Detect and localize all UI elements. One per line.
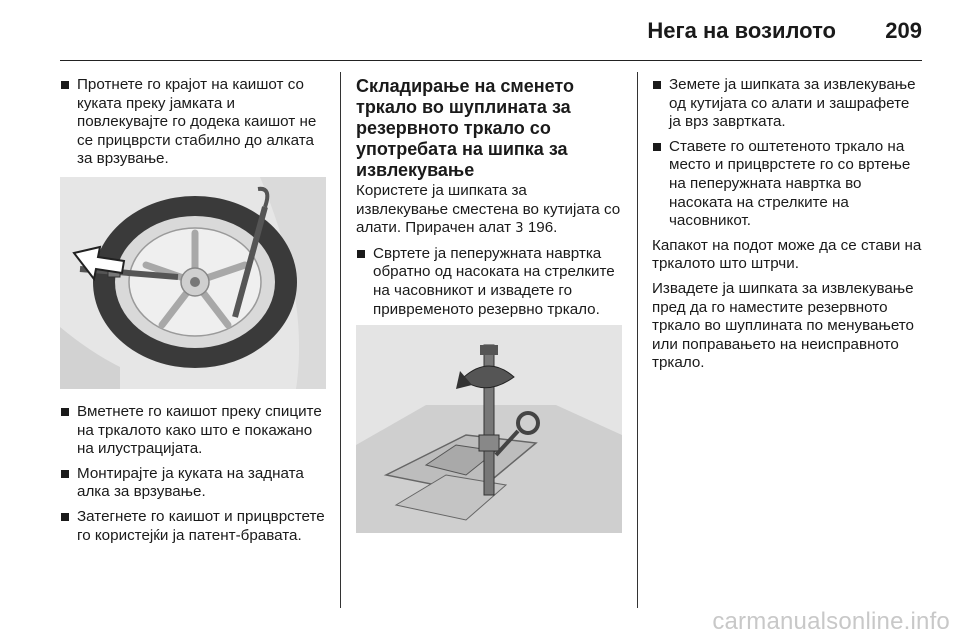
list-item-text: Протнете го крајот на каишот со куката преку јамката и повлекувајте го додека каишот не се прицврсти стабилно до алката за врзување. [77,76,317,168]
watermark: carmanualsonline.info [712,608,950,635]
spare-wheel-well-illustration [356,325,622,533]
bullet-square-icon [653,81,661,89]
list-item [60,465,326,502]
paragraph: Капакот на подот може да се стави на тркалото што штрчи. [652,236,922,273]
intro-paragraph [356,182,622,239]
bullet-square-icon [61,513,69,521]
list-item-text: Затегнете го каишот и прицврстете го користејќи ја патент-бравата. [77,507,325,544]
column-2 [356,76,622,533]
section-heading: Складирање на сменето тркало во шуплината за резервното тркало со употребата на шипка за извлекување [356,76,574,180]
page-header [60,14,922,61]
list-item [652,76,922,132]
bullet-square-icon [61,408,69,416]
list-item [60,508,326,545]
list-item [356,245,622,319]
bullet-square-icon [61,81,69,89]
list-item [652,138,922,231]
cross-reference-page: 196. [527,219,558,237]
column-divider-left [340,72,341,608]
paragraph: Извадете ја шипката за извлекување пред да го наместите резервното тркало во шуплината по менувањето или поправањето на неисправното тркало. [652,279,915,372]
intro-text: Користете ја шипката за извлекување сместена во кутијата со алати. Прирачен алат [356,182,621,237]
list-item-text: Свртете ја пеперужната навртка обратно од насоката на стрелките на часовникот и извадете го привременото резервно тркало. [373,244,615,318]
column-1 [60,76,326,551]
list-item [60,76,326,169]
page-number: 209 [885,18,922,43]
column-3 [652,76,922,379]
list-item-text: Ставете го оштетеното тркало на место и прицврстете го со вртење на пеперужната навртка во насоката на стрелките на часовникот. [669,137,911,230]
spare-wheel-strap-illustration [60,177,326,389]
cross-reference-arrow-icon: 3 [515,221,524,237]
list-item-text: Земете ја шипката за извлекување од кутијата со алати и зашрафете ја врз завртката. [669,76,916,131]
bullet-square-icon [653,143,661,151]
bullet-square-icon [61,470,69,478]
page-title: Нега на возилото [647,18,836,43]
list-item-text: Вметнете го каишот преку спиците на тркалото како што е покажано на илустрацијата. [77,402,322,458]
column-divider-right [637,72,638,608]
bullet-square-icon [357,250,365,258]
list-item [60,403,326,459]
list-item-text: Монтирајте ја куката на задната алка за врзување. [77,464,304,501]
